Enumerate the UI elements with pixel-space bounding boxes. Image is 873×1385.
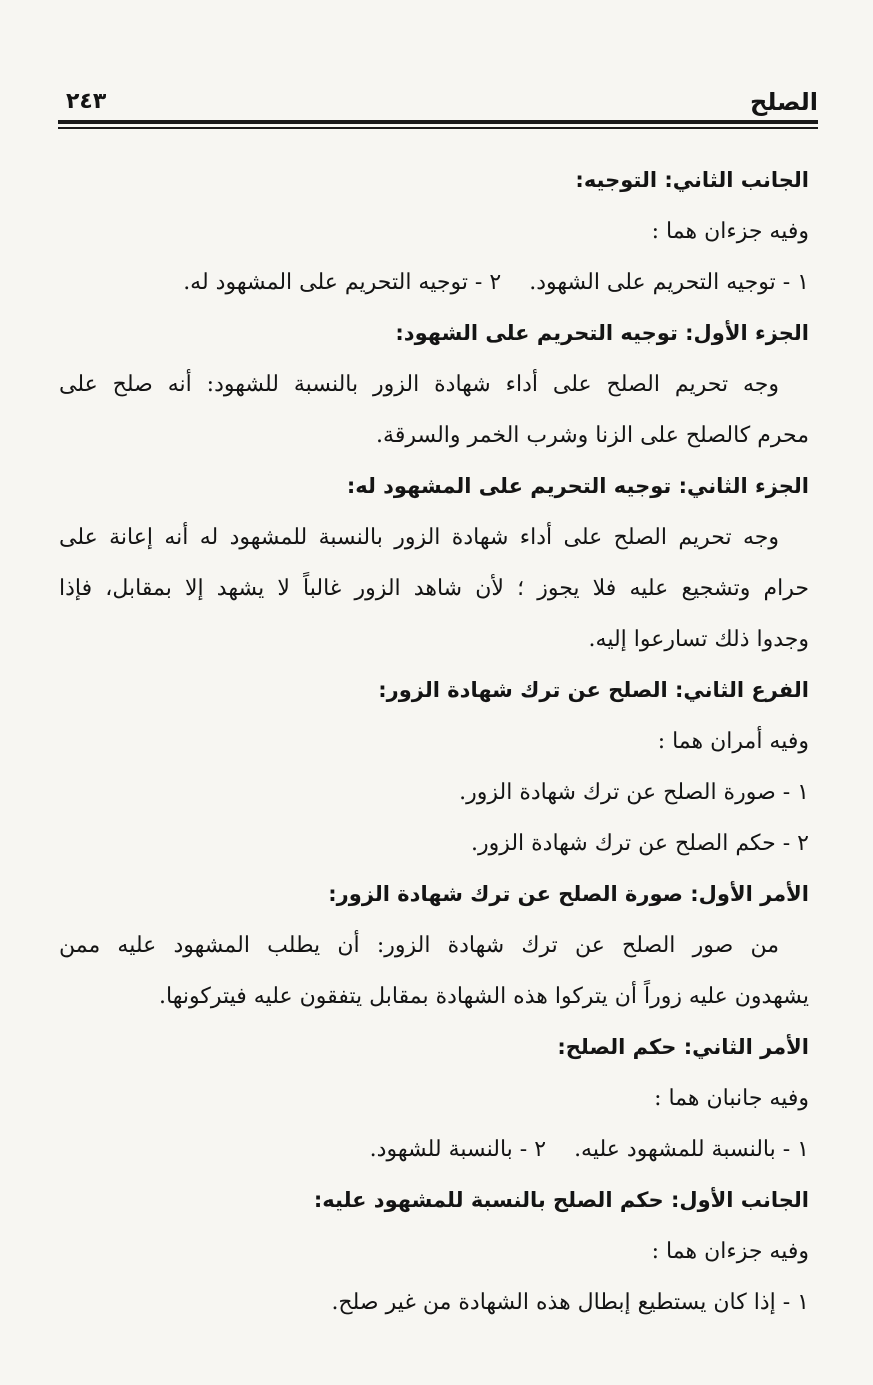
subsection-heading: الجزء الثاني: توجيه التحريم على المشهود له:: [346, 474, 809, 498]
subsection-heading: الجانب الأول: حكم الصلح بالنسبة للمشهود عليه:: [313, 1188, 809, 1212]
paragraph-line: محرم كالصلح على الزنا وشرب الخمر والسرقة.: [376, 423, 809, 448]
running-header: [58, 84, 818, 124]
list-item: ٢ - حكم الصلح عن ترك شهادة الزور.: [470, 831, 809, 856]
enumeration-item: ٢ - توجيه التحريم على المشهود له.: [183, 270, 502, 295]
subsection-heading: الأمر الأول: صورة الصلح عن ترك شهادة الزور:: [328, 882, 809, 906]
paragraph-line: من صور الصلح عن ترك شهادة الزور: أن يطلب المشهود عليه ممن: [59, 933, 779, 958]
body-text: [59, 155, 809, 1328]
paragraph-line: وجه تحريم الصلح على أداء شهادة الزور بالنسبة للشهود: أنه صلح على: [59, 372, 779, 397]
subsection-heading: الأمر الثاني: حكم الصلح:: [557, 1035, 809, 1059]
paragraph-line: وجدوا ذلك تسارعوا إليه.: [588, 627, 809, 652]
enumeration-row: [59, 1124, 809, 1175]
enumeration-item: ٢ - بالنسبة للشهود.: [369, 1137, 547, 1162]
list-item: ١ - إذا كان يستطيع إبطال هذه الشهادة من غير صلح.: [331, 1290, 809, 1315]
section-heading: الجانب الثاني: التوجيه:: [575, 168, 809, 192]
enumeration-item: ١ - توجيه التحريم على الشهود.: [529, 270, 809, 295]
paragraph-line: وفيه جانبان هما :: [654, 1086, 809, 1111]
paragraph-line: وجه تحريم الصلح على أداء شهادة الزور بالنسبة للمشهود له أنه إعانة على: [59, 525, 779, 550]
enumeration-row: [59, 257, 809, 308]
paragraph-line: وفيه جزءان هما :: [651, 1239, 809, 1264]
enumeration-item: ١ - بالنسبة للمشهود عليه.: [574, 1137, 809, 1162]
paragraph-line: وفيه جزءان هما :: [651, 219, 809, 244]
header-rule-thin: [58, 127, 818, 129]
section-heading: الفرع الثاني: الصلح عن ترك شهادة الزور:: [378, 678, 809, 702]
list-item: ١ - صورة الصلح عن ترك شهادة الزور.: [459, 780, 809, 805]
chapter-title: الصلح: [750, 88, 818, 116]
paragraph-line: حرام وتشجيع عليه فلا يجوز ؛ لأن شاهد الزور غالباً لا يشهد إلا بمقابل، فإذا: [59, 576, 809, 601]
paragraph-line: وفيه أمران هما :: [657, 729, 809, 754]
subsection-heading: الجزء الأول: توجيه التحريم على الشهود:: [395, 321, 809, 345]
paragraph-line: يشهدون عليه زوراً أن يتركوا هذه الشهادة بمقابل يتفقون عليه فيتركونها.: [159, 984, 809, 1009]
header-rule-thick: [58, 120, 818, 124]
page-number: ٢٤٣: [66, 89, 107, 114]
